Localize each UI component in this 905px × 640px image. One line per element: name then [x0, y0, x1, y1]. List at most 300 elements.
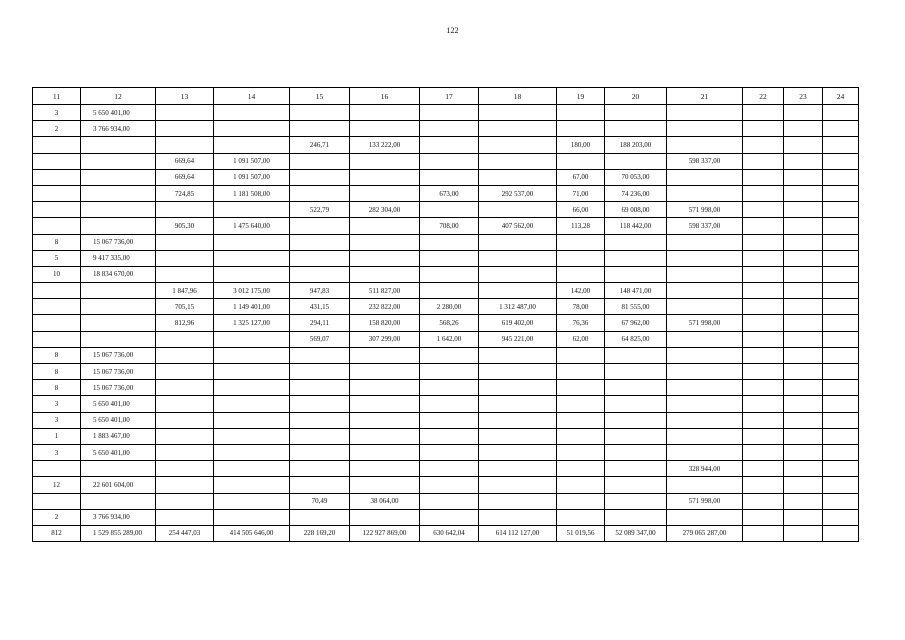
table-cell: 3 012 175,00 — [214, 283, 290, 299]
table-cell — [350, 428, 420, 444]
table-cell — [290, 396, 350, 412]
table-cell — [290, 509, 350, 525]
table-cell: 2 280,00 — [420, 299, 479, 315]
table-cell — [290, 250, 350, 266]
table-cell — [743, 299, 784, 315]
table-cell — [667, 428, 743, 444]
table-cell — [156, 396, 214, 412]
table-cell — [214, 477, 290, 493]
table-cell — [743, 331, 784, 347]
table-cell: 52 089 347,00 — [605, 525, 667, 541]
table-cell — [784, 428, 823, 444]
table-cell: 630 642,04 — [420, 525, 479, 541]
table-cell — [350, 347, 420, 363]
table-cell — [156, 347, 214, 363]
table-cell: 1 883 467,00 — [81, 428, 156, 444]
table-cell — [33, 137, 81, 153]
table-cell — [156, 461, 214, 477]
table-row — [33, 185, 859, 201]
table-row — [33, 444, 859, 460]
table-cell — [743, 477, 784, 493]
table-cell: 71,00 — [557, 185, 605, 201]
column-header: 12 — [81, 88, 156, 105]
table-cell — [350, 185, 420, 201]
table-cell: 1 529 855 289,00 — [81, 525, 156, 541]
table-cell: 3 766 934,00 — [81, 509, 156, 525]
table-cell — [479, 121, 557, 137]
table-cell: 407 562,00 — [479, 218, 557, 234]
table-cell — [420, 121, 479, 137]
table-cell: 328 944,00 — [667, 461, 743, 477]
table-cell — [667, 299, 743, 315]
table-cell — [667, 412, 743, 428]
table-cell — [156, 137, 214, 153]
table-cell — [214, 331, 290, 347]
table-cell — [214, 137, 290, 153]
table-cell: 5 650 401,00 — [81, 412, 156, 428]
table-cell — [81, 169, 156, 185]
table-cell: 708,00 — [420, 218, 479, 234]
table-cell: 307 299,00 — [350, 331, 420, 347]
table-cell — [479, 380, 557, 396]
table-cell — [667, 121, 743, 137]
table-cell: 571 998,00 — [667, 493, 743, 509]
table-row — [33, 266, 859, 282]
table-cell — [557, 461, 605, 477]
table-cell — [823, 396, 859, 412]
table-cell: 18 834 670,00 — [81, 266, 156, 282]
table-cell: 569,07 — [290, 331, 350, 347]
table-cell — [33, 202, 81, 218]
table-cell — [33, 169, 81, 185]
table-cell — [33, 283, 81, 299]
table-cell — [667, 396, 743, 412]
table-cell — [350, 509, 420, 525]
table-cell — [823, 105, 859, 121]
table-cell: 67 962,00 — [605, 315, 667, 331]
table-cell — [784, 461, 823, 477]
table-cell — [479, 477, 557, 493]
table-cell — [156, 412, 214, 428]
table-cell: 945 221,00 — [479, 331, 557, 347]
table-cell — [290, 234, 350, 250]
table-cell — [479, 234, 557, 250]
table-cell: 113,28 — [557, 218, 605, 234]
table-row — [33, 347, 859, 363]
table-cell — [667, 234, 743, 250]
table-cell — [605, 153, 667, 169]
table-cell — [823, 250, 859, 266]
table-cell: 133 222,00 — [350, 137, 420, 153]
table-cell — [743, 412, 784, 428]
table-cell: 294,11 — [290, 315, 350, 331]
table-cell — [823, 525, 859, 541]
table-cell — [290, 266, 350, 282]
column-header: 24 — [823, 88, 859, 105]
table-cell: 905,30 — [156, 218, 214, 234]
table-cell: 3 — [33, 444, 81, 460]
table-cell — [81, 315, 156, 331]
table-cell — [784, 477, 823, 493]
table-cell — [784, 266, 823, 282]
table-cell — [479, 250, 557, 266]
table-cell — [290, 105, 350, 121]
table-cell — [350, 364, 420, 380]
table-cell — [743, 218, 784, 234]
table-cell — [420, 137, 479, 153]
table-cell — [605, 396, 667, 412]
column-header: 17 — [420, 88, 479, 105]
table-cell — [156, 105, 214, 121]
table-cell: 5 650 401,00 — [81, 105, 156, 121]
table-cell — [81, 299, 156, 315]
table-cell — [743, 493, 784, 509]
table-cell: 38 064,00 — [350, 493, 420, 509]
table-cell — [479, 347, 557, 363]
table-cell — [420, 428, 479, 444]
table-cell — [605, 250, 667, 266]
table-cell: 67,00 — [557, 169, 605, 185]
table-cell — [479, 283, 557, 299]
table-cell: 254 447,03 — [156, 525, 214, 541]
table-cell: 812 — [33, 525, 81, 541]
table-cell: 74 236,00 — [605, 185, 667, 201]
table-cell: 1 475 640,00 — [214, 218, 290, 234]
table-row — [33, 331, 859, 347]
table-cell — [667, 266, 743, 282]
table-cell — [784, 364, 823, 380]
table-cell — [784, 218, 823, 234]
table-cell: 1 — [33, 428, 81, 444]
table-cell: 571 998,00 — [667, 315, 743, 331]
table-cell — [557, 509, 605, 525]
table-cell — [823, 137, 859, 153]
table-cell — [214, 509, 290, 525]
table-cell — [557, 493, 605, 509]
table-cell — [823, 380, 859, 396]
table-cell — [81, 493, 156, 509]
table-cell: 1 181 508,00 — [214, 185, 290, 201]
table-cell — [784, 380, 823, 396]
table-cell — [350, 169, 420, 185]
table-cell — [667, 444, 743, 460]
table-cell: 76,36 — [557, 315, 605, 331]
table-cell: 812,96 — [156, 315, 214, 331]
table-cell — [290, 477, 350, 493]
table-cell — [214, 266, 290, 282]
table-cell — [156, 331, 214, 347]
table-cell — [667, 331, 743, 347]
table-cell — [823, 477, 859, 493]
table-cell — [784, 137, 823, 153]
table-cell — [420, 509, 479, 525]
table-cell — [420, 283, 479, 299]
table-cell — [605, 347, 667, 363]
table-cell: 724,85 — [156, 185, 214, 201]
table-cell — [557, 412, 605, 428]
table-row — [33, 299, 859, 315]
table-cell: 2 — [33, 121, 81, 137]
table-cell — [605, 380, 667, 396]
column-header: 11 — [33, 88, 81, 105]
table-cell: 70 053,00 — [605, 169, 667, 185]
table-cell: 5 — [33, 250, 81, 266]
table-cell: 1 847,96 — [156, 283, 214, 299]
table-cell — [605, 266, 667, 282]
table-cell — [667, 380, 743, 396]
table-cell — [743, 444, 784, 460]
table-cell: 705,15 — [156, 299, 214, 315]
table-cell — [605, 428, 667, 444]
table-cell — [479, 169, 557, 185]
table-cell — [156, 477, 214, 493]
table-row — [33, 525, 859, 541]
table-cell: 3 766 934,00 — [81, 121, 156, 137]
table-cell — [605, 364, 667, 380]
table-cell — [823, 121, 859, 137]
table-cell — [557, 266, 605, 282]
table-cell: 81 555,00 — [605, 299, 667, 315]
table-cell — [214, 347, 290, 363]
table-cell — [479, 428, 557, 444]
table-cell — [557, 234, 605, 250]
table-cell: 246,71 — [290, 137, 350, 153]
table-cell — [420, 250, 479, 266]
table-cell — [290, 218, 350, 234]
table-cell — [743, 347, 784, 363]
column-header: 13 — [156, 88, 214, 105]
column-header: 21 — [667, 88, 743, 105]
table-cell — [420, 364, 479, 380]
table-cell: 669,64 — [156, 153, 214, 169]
table-cell — [81, 153, 156, 169]
table-cell — [214, 396, 290, 412]
table-cell — [479, 137, 557, 153]
table-cell — [350, 461, 420, 477]
table-cell: 15 067 736,00 — [81, 347, 156, 363]
table-cell — [350, 105, 420, 121]
table-cell — [743, 283, 784, 299]
table-cell — [667, 105, 743, 121]
table-cell — [214, 364, 290, 380]
table-cell — [743, 266, 784, 282]
table-cell — [743, 509, 784, 525]
table-cell — [823, 218, 859, 234]
table-cell — [605, 477, 667, 493]
table-cell — [743, 525, 784, 541]
column-header: 15 — [290, 88, 350, 105]
table-cell — [743, 137, 784, 153]
table-cell: 62,00 — [557, 331, 605, 347]
table-cell — [667, 137, 743, 153]
table-cell: 1 091 507,00 — [214, 153, 290, 169]
table-cell — [214, 428, 290, 444]
column-header: 19 — [557, 88, 605, 105]
table-cell — [823, 461, 859, 477]
table-cell — [214, 105, 290, 121]
table-cell — [823, 444, 859, 460]
table-cell: 571 998,00 — [667, 202, 743, 218]
table-cell — [823, 347, 859, 363]
table-cell — [823, 202, 859, 218]
table-cell: 12 — [33, 477, 81, 493]
table-cell — [667, 364, 743, 380]
table-cell: 1 312 487,00 — [479, 299, 557, 315]
table-cell — [605, 444, 667, 460]
table-cell — [420, 105, 479, 121]
table-cell — [823, 493, 859, 509]
table-cell — [823, 153, 859, 169]
table-cell — [214, 444, 290, 460]
table-cell — [420, 202, 479, 218]
table-cell: 5 650 401,00 — [81, 444, 156, 460]
table-cell — [784, 202, 823, 218]
table-cell: 3 — [33, 412, 81, 428]
table-cell — [743, 202, 784, 218]
table-cell — [743, 315, 784, 331]
table-cell — [350, 380, 420, 396]
table-cell: 51 019,56 — [557, 525, 605, 541]
table-cell — [214, 121, 290, 137]
table-cell: 8 — [33, 347, 81, 363]
table-cell — [784, 347, 823, 363]
table-cell — [784, 315, 823, 331]
table-cell — [156, 444, 214, 460]
column-header: 20 — [605, 88, 667, 105]
table-cell — [823, 331, 859, 347]
table-cell — [420, 266, 479, 282]
table-cell — [420, 380, 479, 396]
table-cell — [784, 105, 823, 121]
table-cell — [823, 428, 859, 444]
table-cell — [156, 380, 214, 396]
table-cell — [81, 461, 156, 477]
table-cell — [823, 234, 859, 250]
table-cell — [81, 218, 156, 234]
table-cell — [823, 412, 859, 428]
table-row — [33, 412, 859, 428]
table-cell — [33, 218, 81, 234]
table-row — [33, 364, 859, 380]
table-cell — [420, 444, 479, 460]
table-cell — [605, 412, 667, 428]
table-cell — [605, 493, 667, 509]
table-cell: 282 304,00 — [350, 202, 420, 218]
table-cell: 69 008,00 — [605, 202, 667, 218]
table-cell — [420, 396, 479, 412]
table-cell: 148 471,00 — [605, 283, 667, 299]
header-row — [33, 88, 859, 105]
table-cell — [290, 169, 350, 185]
table-cell — [743, 105, 784, 121]
table-cell — [420, 477, 479, 493]
table-cell — [557, 153, 605, 169]
table-cell — [667, 347, 743, 363]
table-cell — [557, 364, 605, 380]
table-cell — [479, 493, 557, 509]
column-header: 18 — [479, 88, 557, 105]
table-cell: 1 325 127,00 — [214, 315, 290, 331]
table-cell — [420, 234, 479, 250]
page-number: 122 — [446, 26, 459, 35]
table-cell: 8 — [33, 380, 81, 396]
table-row — [33, 493, 859, 509]
table-cell: 614 112 127,00 — [479, 525, 557, 541]
table-cell: 522,79 — [290, 202, 350, 218]
table-cell: 10 — [33, 266, 81, 282]
table-cell — [33, 153, 81, 169]
table-cell — [743, 153, 784, 169]
table-cell — [605, 509, 667, 525]
table-cell — [784, 493, 823, 509]
table-cell: 158 820,00 — [350, 315, 420, 331]
table-row — [33, 169, 859, 185]
table-cell — [420, 347, 479, 363]
table-cell — [823, 509, 859, 525]
table-cell: 1 642,00 — [420, 331, 479, 347]
table-cell — [214, 493, 290, 509]
data-table — [32, 87, 859, 542]
table-row — [33, 153, 859, 169]
table-cell — [667, 509, 743, 525]
column-header: 16 — [350, 88, 420, 105]
table-cell — [823, 364, 859, 380]
table-cell: 122 927 869,00 — [350, 525, 420, 541]
table-cell — [420, 412, 479, 428]
table-cell — [214, 380, 290, 396]
column-header: 23 — [784, 88, 823, 105]
table-cell — [784, 283, 823, 299]
table-row — [33, 428, 859, 444]
table-cell — [290, 428, 350, 444]
table-cell: 598 337,00 — [667, 153, 743, 169]
table-cell: 66,00 — [557, 202, 605, 218]
table-cell — [290, 444, 350, 460]
table-cell — [350, 234, 420, 250]
table-row — [33, 396, 859, 412]
table-cell: 8 — [33, 234, 81, 250]
table-cell: 292 537,00 — [479, 185, 557, 201]
table-row — [33, 137, 859, 153]
table-cell — [605, 105, 667, 121]
table-cell — [743, 250, 784, 266]
table-cell — [784, 250, 823, 266]
table-body — [33, 105, 859, 542]
table-cell: 9 417 335,00 — [81, 250, 156, 266]
table-cell: 78,00 — [557, 299, 605, 315]
table-cell — [605, 234, 667, 250]
table-cell — [350, 396, 420, 412]
table-cell — [350, 250, 420, 266]
table-cell — [350, 218, 420, 234]
table-cell: 431,15 — [290, 299, 350, 315]
table-cell — [479, 444, 557, 460]
table-cell: 142,00 — [557, 283, 605, 299]
table-cell — [784, 234, 823, 250]
table-cell — [81, 331, 156, 347]
table-cell — [667, 477, 743, 493]
table-row — [33, 380, 859, 396]
table-cell — [784, 444, 823, 460]
table-cell: 1 091 507,00 — [214, 169, 290, 185]
table-cell: 70,49 — [290, 493, 350, 509]
table-cell — [479, 509, 557, 525]
table-cell — [420, 461, 479, 477]
table-cell — [156, 234, 214, 250]
table-cell — [214, 412, 290, 428]
table-cell — [479, 412, 557, 428]
table-cell — [156, 428, 214, 444]
